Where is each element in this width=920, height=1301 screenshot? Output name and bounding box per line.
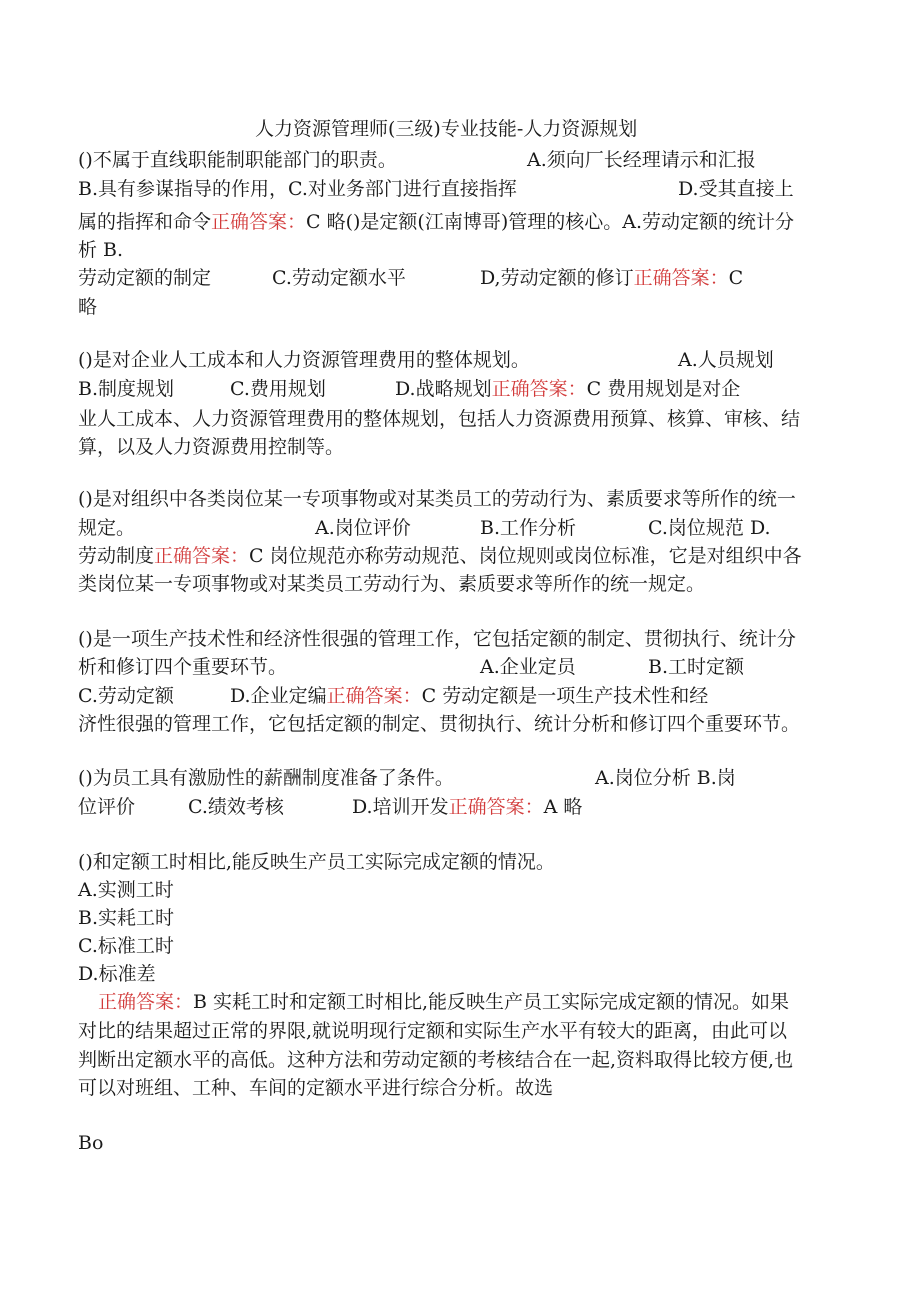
q4-option-b: B.工时定额 (648, 656, 745, 678)
q6-option-c: C.标准工时 (78, 935, 174, 957)
q3-answer-label: 正确答案： (154, 545, 250, 567)
q2-option-b: B.制度规划 (78, 378, 175, 400)
q1b-option-c: C.劳动定额水平 (272, 267, 406, 289)
q5-option-d: D.培训开发 (352, 796, 449, 818)
q5-option-b-cont: 位评价 (78, 796, 136, 818)
q4-line3 (230, 683, 708, 709)
q4-answer-label: 正确答案： (326, 685, 422, 707)
q3-answer: C 岗位规范亦称劳动规范、岗位规则或岗位标准，它是对组织中各 (249, 545, 802, 567)
q5-stem: ()为员工具有激励性的薪酬制度准备了条件。 (78, 767, 454, 789)
q6-explanation-3: 可以对班组、工种、车间的定额水平进行综合分析。故选 (78, 1077, 554, 1099)
q1-option-a: A.须向厂长经理请示和汇报 (527, 149, 756, 171)
q1-stem: ()不属于直线职能制职能部门的职责。 (78, 149, 397, 171)
q2-option-c: C.费用规划 (230, 378, 326, 400)
q5-option-ab: A.岗位分析 B.岗 (595, 767, 736, 789)
q3-option-c: C.岗位规范 D. (648, 517, 771, 539)
q5-line2 (352, 794, 582, 820)
q4-stem-cont: 析和修订四个重要环节。 (78, 656, 288, 678)
q6-explanation-2: 判断出定额水平的高低。这种方法和劳动定额的考核结合在一起,资料取得比较方便,也 (78, 1049, 794, 1071)
q1b-answer-label: 正确答案： (633, 267, 729, 289)
q2-explanation-2: 算，以及人力资源费用控制等。 (78, 436, 345, 458)
q6-answer-label: 正确答案： (98, 991, 194, 1013)
q4-explanation: 济性很强的管理工作，它包括定额的制定、贯彻执行、统计分析和修订四个重要环节。 (78, 713, 801, 735)
q4-option-c: C.劳动定额 (78, 685, 174, 707)
q4-answer: C 劳动定额是一项生产技术性和经 (421, 685, 709, 707)
q2-stem: ()是对企业人工成本和人力资源管理费用的整体规划。 (78, 349, 530, 371)
q1-answer-and-q2-stem: C 略()是定额(江南博哥)管理的核心。A.劳动定额的统计分 (306, 211, 795, 233)
q5-option-c: C.绩效考核 (188, 796, 284, 818)
q3-option-d: 劳动制度 (78, 545, 155, 567)
q2-option-d: D.战略规划 (395, 378, 492, 400)
q3-option-b: B.工作分析 (480, 517, 577, 539)
q1b-explanation: 略 (78, 296, 98, 318)
q6-stem: ()和定额工时相比,能反映生产员工实际完成定额的情况。 (78, 851, 555, 873)
q2-explanation-1: 业人工成本、人力资源管理费用的整体规划，包括人力资源费用预算、核算、审核、结 (78, 408, 801, 430)
q1b-option-b-cont: 劳动定额的制定 (78, 267, 212, 289)
page-title: 人力资源管理师(三级)专业技能-人力资源规划 (255, 118, 638, 140)
q1-options-bc: B.具有参谋指导的作用，C.对业务部门进行直接指挥 (78, 178, 517, 200)
q6-line1 (98, 989, 789, 1015)
q6-answer: B 实耗工时和定额工时相比,能反映生产员工实际完成定额的情况。如果 (193, 991, 790, 1013)
q6-explanation-1: 对比的结果超过正常的界限,就说明现行定额和实际生产水平有较大的距离，由此可以 (78, 1020, 788, 1042)
q4-stem: ()是一项生产技术性和经济性很强的管理工作，它包括定额的制定、贯彻执行、统计分 (78, 628, 796, 650)
q2-option-a: A.人员规划 (678, 349, 774, 371)
q1-line3 (78, 209, 794, 235)
q1b-answer: C (728, 267, 744, 289)
q3-stem-cont: 规定。 (78, 517, 136, 539)
q6-option-d: D.标准差 (78, 963, 156, 985)
q4-option-a: A.企业定员 (480, 656, 576, 678)
q2-answer: C 费用规划是对企 (586, 378, 741, 400)
q2-line2 (395, 376, 740, 402)
q1-option-d: D.受其直接上 (678, 178, 794, 200)
q5-answer: A 略 (543, 796, 583, 818)
q6-option-a: A.实测工时 (78, 879, 174, 901)
q4-option-d: D.企业定编 (230, 685, 327, 707)
q2-answer-label: 正确答案： (491, 378, 587, 400)
q3-line3 (78, 543, 802, 569)
q3-stem: ()是对组织中各类岗位某一专项事物或对某类员工的劳动行为、素质要求等所作的统一 (78, 488, 796, 510)
q6-explanation-4: Bo (78, 1132, 104, 1154)
q1b-option-b: 析 B. (78, 239, 124, 261)
q1b-line5 (480, 265, 743, 291)
q1b-option-d: D,劳动定额的修订 (480, 267, 634, 289)
q3-option-a: A.岗位评价 (315, 517, 411, 539)
q1-answer-label: 正确答案： (211, 211, 307, 233)
q5-answer-label: 正确答案： (448, 796, 544, 818)
q6-option-b: B.实耗工时 (78, 907, 175, 929)
q1-option-d-cont: 属的指挥和命令 (78, 211, 212, 233)
q3-explanation: 类岗位某一专项事物或对某类员工劳动行为、素质要求等所作的统一规定。 (78, 573, 706, 595)
